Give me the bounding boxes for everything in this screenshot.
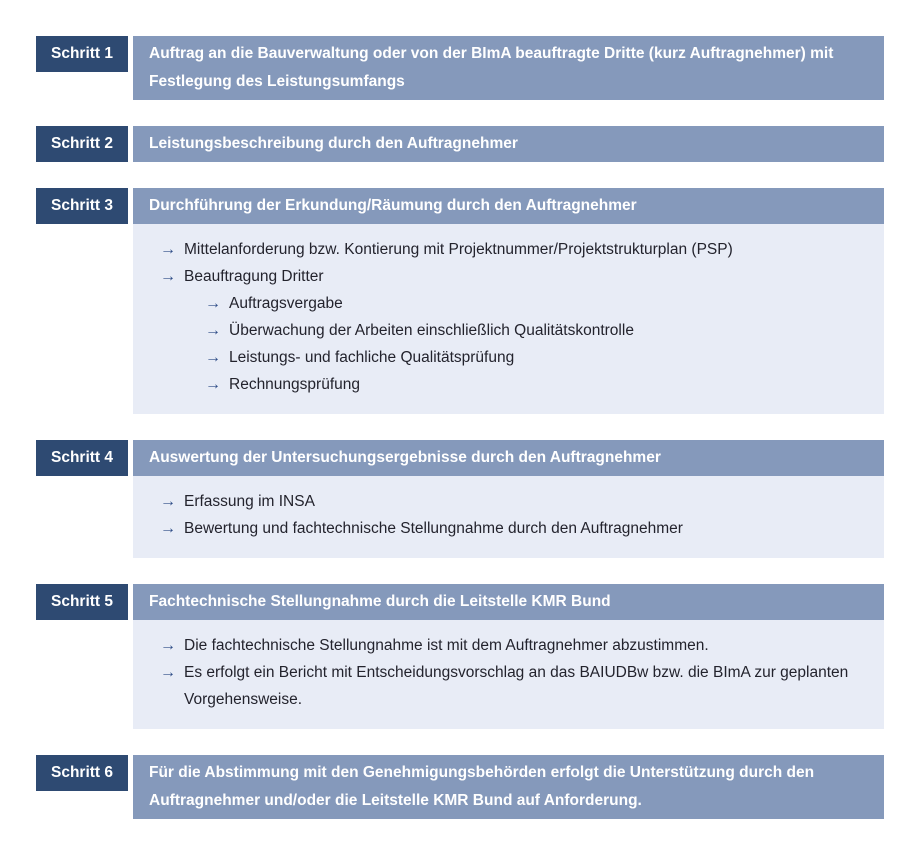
step-title-bar: Für die Abstimmung mit den Genehmigungsbehörden erfolgt die Unterstützung durch den Auftragnehmer und/oder die Leitstelle KMR Bund auf Anforderung. [133,755,884,819]
steps-container [36,36,884,819]
arrow-right-icon: → [205,322,221,339]
step-row [36,126,884,162]
step-header [36,36,884,100]
arrow-right-icon: → [160,241,176,258]
list-item-text: Erfassung im INSA [184,493,315,510]
list-item [133,515,864,542]
list-item [133,488,864,515]
step-title-bar: Fachtechnische Stellungnahme durch die Leitstelle KMR Bund [133,584,884,620]
list-item [133,632,864,659]
step-content-box [133,620,884,729]
step-row [36,188,884,414]
arrow-right-icon: → [160,493,176,510]
step-number-badge: Schritt 1 [36,36,128,72]
step-title-bar: Auswertung der Untersuchungsergebnisse durch den Auftragnehmer [133,440,884,476]
arrow-right-icon: → [205,295,221,312]
step-row [36,36,884,100]
step-row [36,755,884,819]
list-item [133,371,864,398]
step-content-box [133,224,884,414]
arrow-right-icon: → [160,637,176,654]
arrow-right-icon: → [205,349,221,366]
step-header [36,755,884,819]
step-number-badge: Schritt 4 [36,440,128,476]
list-item [133,659,864,713]
step-title-bar: Auftrag an die Bauverwaltung oder von der BImA beauftragte Dritte (kurz Auftragnehmer) mit Festlegung des Leistungsumfangs [133,36,884,100]
step-header [36,188,884,224]
step-title-bar: Durchführung der Erkundung/Räumung durch den Auftragnehmer [133,188,884,224]
list-item-text: Auftragsvergabe [229,295,343,312]
list-item-text: Bewertung und fachtechnische Stellungnahme durch den Auftragnehmer [184,520,683,537]
arrow-right-icon: → [160,664,176,681]
step-title-bar: Leistungsbeschreibung durch den Auftragnehmer [133,126,884,162]
list-item [133,263,864,290]
arrow-right-icon: → [160,268,176,285]
step-number-badge: Schritt 6 [36,755,128,791]
step-content-box [133,476,884,558]
step-header [36,440,884,476]
list-item-text: Leistungs- und fachliche Qualitätsprüfung [229,349,515,366]
list-item-text: Es erfolgt ein Bericht mit Entscheidungsvorschlag an das BAIUDBw bzw. die BImA zur geplanten Vorgehensweise. [184,664,849,708]
step-number-badge: Schritt 2 [36,126,128,162]
arrow-right-icon: → [205,376,221,393]
list-item-text: Rechnungsprüfung [229,376,360,393]
step-row [36,440,884,558]
list-item [133,290,864,317]
list-item [133,344,864,371]
list-item-text: Mittelanforderung bzw. Kontierung mit Projektnummer/Projektstrukturplan (PSP) [184,241,733,258]
list-item [133,236,864,263]
list-item [133,317,864,344]
step-number-badge: Schritt 5 [36,584,128,620]
list-item-text: Beauftragung Dritter [184,268,324,285]
list-item-text: Die fachtechnische Stellungnahme ist mit dem Auftragnehmer abzustimmen. [184,637,709,654]
arrow-right-icon: → [160,520,176,537]
step-number-badge: Schritt 3 [36,188,128,224]
list-item-text: Überwachung der Arbeiten einschließlich Qualitätskontrolle [229,322,634,339]
step-header [36,584,884,620]
step-header [36,126,884,162]
step-row [36,584,884,729]
